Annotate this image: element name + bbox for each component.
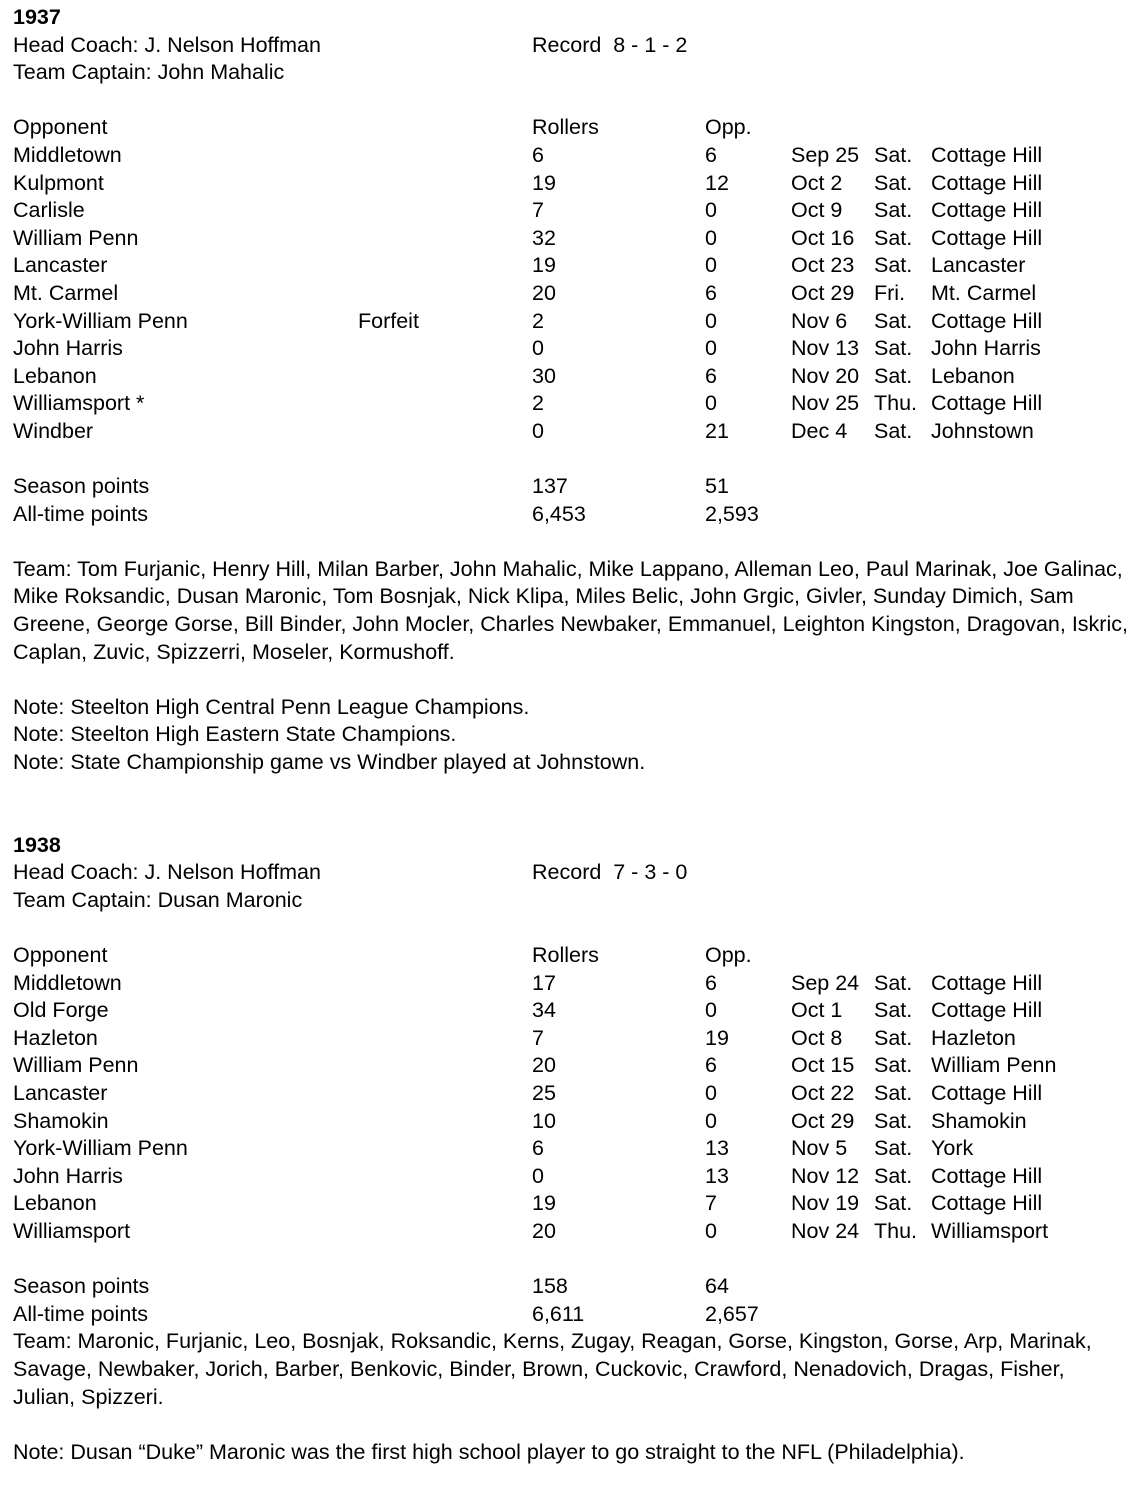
game-location: Johnstown <box>931 418 1034 443</box>
game-location: Cottage Hill <box>931 391 1043 416</box>
season-points-opp: 51 <box>705 474 729 499</box>
header-opp: Opp. <box>705 943 752 967</box>
alltime-points-label: All-time points <box>13 1301 149 1326</box>
rollers-score: 30 <box>532 363 556 388</box>
game-date: Nov 12 <box>791 1163 860 1188</box>
game-date: Oct 1 <box>791 998 843 1023</box>
game-location: Cottage Hill <box>931 1080 1043 1105</box>
game-day: Thu. <box>874 1218 918 1243</box>
season-year: 1938 <box>13 832 61 857</box>
game-row <box>13 197 1131 225</box>
opponent-score: 0 <box>705 1080 717 1105</box>
rollers-score: 25 <box>532 1080 556 1105</box>
opponent-score: 6 <box>705 1053 717 1078</box>
game-day: Sat. <box>874 418 913 443</box>
alltime-points-label: All-time points <box>13 501 149 526</box>
rollers-score: 2 <box>532 391 544 416</box>
game-day: Sat. <box>874 1053 913 1078</box>
header-opponent: Opponent <box>13 943 108 967</box>
game-day: Sat. <box>874 1191 913 1216</box>
rollers-score: 0 <box>532 418 544 443</box>
season-points-label: Season points <box>13 1274 150 1299</box>
opponent-score: 0 <box>705 1218 717 1243</box>
game-day: Sat. <box>874 336 913 361</box>
coach-record-row <box>13 32 1131 60</box>
game-location: Cottage Hill <box>931 198 1043 223</box>
alltime-points-rollers: 6,453 <box>532 501 586 526</box>
header-opponent: Opponent <box>13 115 108 140</box>
game-day: Fri. <box>874 280 906 305</box>
opponent-name: Williamsport <box>13 1218 131 1243</box>
season-points-rollers: 137 <box>532 474 568 499</box>
season-record: Record 7 - 3 - 0 <box>532 860 688 885</box>
game-location: Lancaster <box>931 253 1026 278</box>
game-row <box>13 1080 1131 1108</box>
opponent-name: William Penn <box>13 225 139 250</box>
season-year: 1937 <box>13 5 61 29</box>
rollers-score: 19 <box>532 170 556 195</box>
coach-record-row <box>13 859 1131 887</box>
header-opp: Opp. <box>705 115 752 140</box>
season-points-opp: 64 <box>705 1274 729 1299</box>
season-points-label: Season points <box>13 474 150 499</box>
rollers-score: 2 <box>532 308 544 333</box>
rollers-score: 0 <box>532 336 544 361</box>
header-rollers: Rollers <box>532 115 599 140</box>
opponent-name: York-William Penn <box>13 308 188 333</box>
rollers-score: 19 <box>532 253 556 278</box>
opponent-name: York-William Penn <box>13 1136 188 1161</box>
opponent-score: 0 <box>705 308 717 333</box>
game-location: Hazleton <box>931 1025 1016 1050</box>
alltime-points-row <box>13 501 1131 529</box>
game-location: Cottage Hill <box>931 142 1043 167</box>
opponent-score: 6 <box>705 363 717 388</box>
opponent-name: Hazleton <box>13 1025 98 1050</box>
game-date: Oct 23 <box>791 253 855 278</box>
rollers-score: 6 <box>532 1136 544 1161</box>
game-date: Oct 2 <box>791 170 843 195</box>
game-date: Oct 29 <box>791 1108 855 1133</box>
game-date: Nov 13 <box>791 336 860 361</box>
game-day: Sat. <box>874 1136 913 1161</box>
game-day: Sat. <box>874 363 913 388</box>
game-date: Oct 15 <box>791 1053 855 1078</box>
opponent-name: Middletown <box>13 142 122 167</box>
opponent-score: 0 <box>705 998 717 1023</box>
rollers-score: 7 <box>532 1025 544 1050</box>
game-location: Cottage Hill <box>931 1191 1043 1216</box>
game-location: Shamokin <box>931 1108 1027 1133</box>
opponent-name: John Harris <box>13 336 123 361</box>
game-row <box>13 252 1131 280</box>
schedule-header <box>13 942 1131 970</box>
alltime-points-opp: 2,593 <box>705 501 759 526</box>
opponent-name: Old Forge <box>13 998 109 1023</box>
schedule-rows <box>13 970 1131 1246</box>
game-row <box>13 1025 1131 1053</box>
game-row <box>13 1108 1131 1136</box>
game-row <box>13 1052 1131 1080</box>
game-day: Thu. <box>874 391 918 416</box>
head-coach: Head Coach: J. Nelson Hoffman <box>13 860 321 885</box>
opponent-score: 7 <box>705 1191 717 1216</box>
game-date: Sep 25 <box>791 142 860 167</box>
document <box>13 4 1131 1466</box>
game-day: Sat. <box>874 170 913 195</box>
opponent-name: Middletown <box>13 970 122 995</box>
game-date: Oct 16 <box>791 225 855 250</box>
opponent-score: 0 <box>705 1108 717 1133</box>
opponent-score: 0 <box>705 391 717 416</box>
game-row <box>13 418 1131 446</box>
game-date: Nov 20 <box>791 363 860 388</box>
note: Note: Steelton High Central Penn League Champions. <box>13 694 530 719</box>
game-date: Nov 25 <box>791 391 860 416</box>
opponent-score: 6 <box>705 280 717 305</box>
game-day: Sat. <box>874 225 913 250</box>
note: Note: Dusan “Duke” Maronic was the first high school player to go straight to the NFL (Philadelphia). <box>13 1439 965 1464</box>
game-row <box>13 1218 1131 1246</box>
game-location: Cottage Hill <box>931 170 1043 195</box>
rollers-score: 7 <box>532 198 544 223</box>
rollers-score: 0 <box>532 1163 544 1188</box>
head-coach: Head Coach: J. Nelson Hoffman <box>13 32 321 57</box>
game-row <box>13 335 1131 363</box>
rollers-score: 6 <box>532 142 544 167</box>
rollers-score: 20 <box>532 1053 556 1078</box>
game-location: Cottage Hill <box>931 308 1043 333</box>
game-row <box>13 970 1131 998</box>
opponent-name: Shamokin <box>13 1108 109 1133</box>
schedule-rows <box>13 142 1131 446</box>
opponent-score: 0 <box>705 225 717 250</box>
rollers-score: 10 <box>532 1108 556 1133</box>
opponent-score: 6 <box>705 142 717 167</box>
game-row <box>13 390 1131 418</box>
game-day: Sat. <box>874 1080 913 1105</box>
game-location: Cottage Hill <box>931 970 1043 995</box>
opponent-name: Williamsport * <box>13 391 145 416</box>
rollers-score: 20 <box>532 280 556 305</box>
opponent-name: Carlisle <box>13 198 85 223</box>
team-captain: Team Captain: Dusan Maronic <box>13 887 303 912</box>
game-date: Nov 6 <box>791 308 848 333</box>
opponent-score: 0 <box>705 336 717 361</box>
game-date: Nov 5 <box>791 1136 848 1161</box>
alltime-points-rollers: 6,611 <box>532 1301 585 1326</box>
note: Note: Steelton High Eastern State Champions. <box>13 722 457 747</box>
game-row <box>13 997 1131 1025</box>
game-location: Cottage Hill <box>931 1163 1043 1188</box>
rollers-score: 34 <box>532 998 556 1023</box>
team-roster: Team: Maronic, Furjanic, Leo, Bosnjak, Roksandic, Kerns, Zugay, Reagan, Gorse, Kingston, Gorse, Arp, Marinak, Savage, Newbaker, Jorich, Barber, Benkovic, Binder, Brown, Cuckovic, Crawford, Nenadovich, Dragas, Fisher, Julian, Spizzeri. <box>13 1329 1092 1409</box>
opponent-name: John Harris <box>13 1163 123 1188</box>
opponent-name: Mt. Carmel <box>13 280 119 305</box>
opponent-score: 21 <box>705 418 729 443</box>
season-points-row <box>13 1273 1131 1301</box>
opponent-name: Lancaster <box>13 253 108 278</box>
game-location: Lebanon <box>931 363 1015 388</box>
rollers-score: 32 <box>532 225 556 250</box>
opponent-score: 0 <box>705 198 717 223</box>
schedule-header <box>13 114 1131 142</box>
game-row <box>13 308 1131 336</box>
game-row <box>13 1163 1131 1191</box>
opponent-score: 6 <box>705 970 717 995</box>
opponent-name: Kulpmont <box>13 170 104 195</box>
game-location: Mt. Carmel <box>931 280 1037 305</box>
note: Note: State Championship game vs Windber played at Johnstown. <box>13 750 646 775</box>
game-row <box>13 225 1131 253</box>
team-roster: Team: Tom Furjanic, Henry Hill, Milan Barber, John Mahalic, Mike Lappano, Alleman Leo, Paul Marinak, Joe Galinac, Mike Roksandic, Dusan Maronic, Tom Bosnjak, Nick Klipa, Miles Belic, John Grgic, Givler, Sunday Dimich, Sam Greene, George Gorse, Bill Binder, John Mocler, Charles Newbaker, Emmanuel, Leighton Kingston, Dragovan, Iskric, Caplan, Zuvic, Spizzerri, Moseler, Kormushoff. <box>13 556 1128 664</box>
game-date: Dec 4 <box>791 418 848 443</box>
header-rollers: Rollers <box>532 943 599 967</box>
alltime-points-opp: 2,657 <box>705 1301 759 1326</box>
opponent-score: 13 <box>705 1136 729 1161</box>
game-date: Oct 8 <box>791 1025 843 1050</box>
game-row <box>13 363 1131 391</box>
game-day: Sat. <box>874 198 913 223</box>
game-row <box>13 1190 1131 1218</box>
game-location: Cottage Hill <box>931 225 1043 250</box>
game-note: Forfeit <box>358 308 419 333</box>
season-points-rollers: 158 <box>532 1274 568 1299</box>
game-day: Sat. <box>874 1025 913 1050</box>
season-record: Record 8 - 1 - 2 <box>532 32 688 57</box>
team-captain: Team Captain: John Mahalic <box>13 60 285 85</box>
game-day: Sat. <box>874 1108 913 1133</box>
game-location: York <box>931 1136 974 1161</box>
game-date: Nov 19 <box>791 1191 860 1216</box>
opponent-name: William Penn <box>13 1053 139 1078</box>
game-date: Oct 22 <box>791 1080 855 1105</box>
opponent-score: 19 <box>705 1025 729 1050</box>
opponent-score: 0 <box>705 253 717 278</box>
game-day: Sat. <box>874 308 913 333</box>
game-row <box>13 1135 1131 1163</box>
season-points-row <box>13 473 1131 501</box>
game-location: William Penn <box>931 1053 1057 1078</box>
game-location: John Harris <box>931 336 1041 361</box>
game-row <box>13 142 1131 170</box>
rollers-score: 19 <box>532 1191 556 1216</box>
opponent-score: 12 <box>705 170 729 195</box>
game-day: Sat. <box>874 1163 913 1188</box>
opponent-name: Lancaster <box>13 1080 108 1105</box>
game-day: Sat. <box>874 970 913 995</box>
game-location: Williamsport <box>931 1218 1049 1243</box>
rollers-score: 20 <box>532 1218 556 1243</box>
rollers-score: 17 <box>532 970 556 995</box>
alltime-points-row <box>13 1301 1131 1329</box>
game-date: Nov 24 <box>791 1218 860 1243</box>
game-date: Oct 9 <box>791 198 843 223</box>
opponent-score: 13 <box>705 1163 729 1188</box>
game-date: Sep 24 <box>791 970 860 995</box>
game-date: Oct 29 <box>791 280 855 305</box>
game-location: Cottage Hill <box>931 998 1043 1023</box>
opponent-name: Lebanon <box>13 363 97 388</box>
opponent-name: Windber <box>13 418 94 443</box>
game-day: Sat. <box>874 998 913 1023</box>
game-day: Sat. <box>874 253 913 278</box>
game-row <box>13 280 1131 308</box>
opponent-name: Lebanon <box>13 1191 97 1216</box>
game-day: Sat. <box>874 142 913 167</box>
game-row <box>13 170 1131 198</box>
